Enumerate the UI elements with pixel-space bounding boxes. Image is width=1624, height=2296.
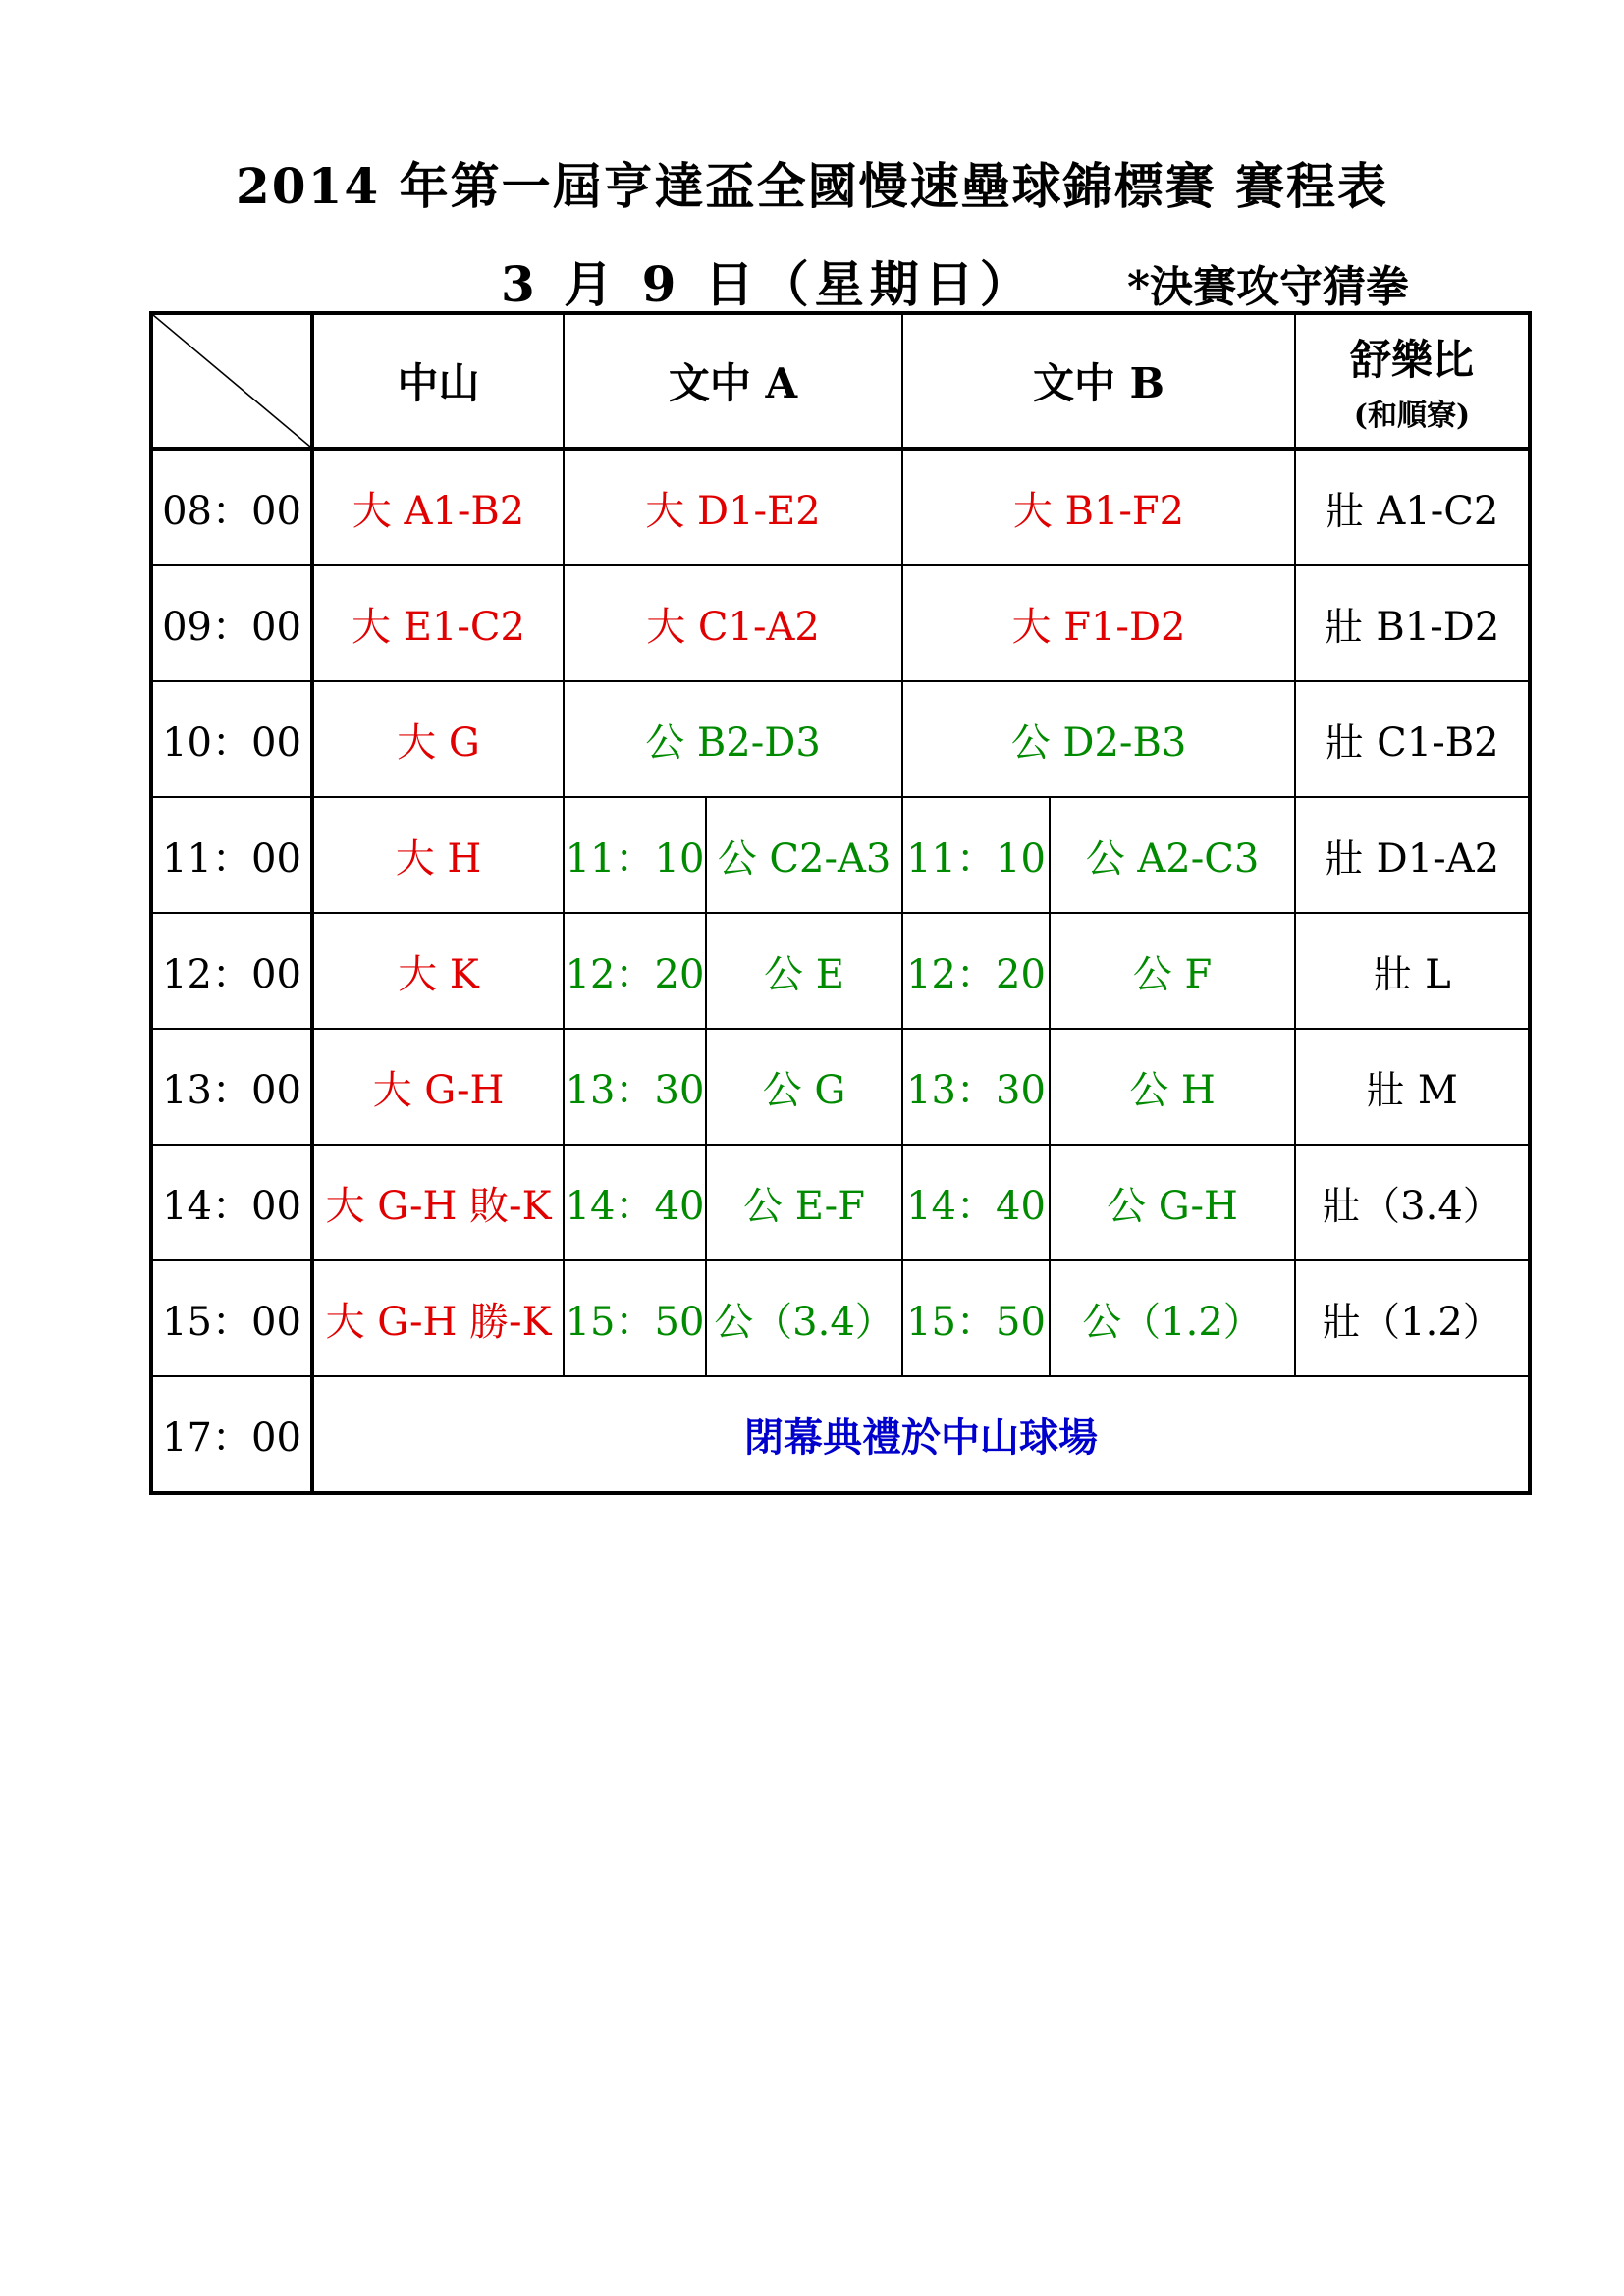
table-row: [151, 1260, 1530, 1376]
game-cell: 公 E-F: [706, 1145, 902, 1260]
table-row: [151, 1145, 1530, 1260]
game-cell: 公 G: [706, 1029, 902, 1145]
start-time-cell: 11：10: [564, 797, 706, 913]
game-cell: 壯 B1-D2: [1295, 565, 1530, 681]
game-cell: 大 F1-D2: [902, 565, 1295, 681]
game-cell: 大 E1-C2: [312, 565, 564, 681]
game-cell: 公 H: [1050, 1029, 1295, 1145]
game-cell: 公 C2-A3: [706, 797, 902, 913]
time-cell: 17：00: [151, 1376, 312, 1493]
game-cell: 壯 D1-A2: [1295, 797, 1530, 913]
table-row: [151, 565, 1530, 681]
game-cell: 公（1.2）: [1050, 1260, 1295, 1376]
time-cell: 12：00: [151, 913, 312, 1029]
time-cell: 13：00: [151, 1029, 312, 1145]
game-cell: 壯 L: [1295, 913, 1530, 1029]
time-cell: 11：00: [151, 797, 312, 913]
game-cell: 大 G-H 敗-K: [312, 1145, 564, 1260]
start-time-cell: 13：30: [564, 1029, 706, 1145]
time-cell: 08：00: [151, 449, 312, 565]
schedule-table: [149, 311, 1532, 1495]
game-cell: 公 A2-C3: [1050, 797, 1295, 913]
table-row: [151, 797, 1530, 913]
game-cell: 大 C1-A2: [564, 565, 902, 681]
time-cell: 14：00: [151, 1145, 312, 1260]
game-cell: 大 H: [312, 797, 564, 913]
start-time-cell: 11：10: [902, 797, 1050, 913]
start-time-cell: 14：40: [902, 1145, 1050, 1260]
game-cell: 公 F: [1050, 913, 1295, 1029]
table-row: [151, 681, 1530, 797]
game-cell: 大 G-H 勝-K: [312, 1260, 564, 1376]
game-cell: 壯（1.2）: [1295, 1260, 1530, 1376]
table-row: [151, 449, 1530, 565]
start-time-cell: 12：20: [902, 913, 1050, 1029]
header-wenzhong-b: 文中 B: [902, 313, 1295, 449]
date-subtitle: 3 月 9 日（星期日）: [501, 255, 1035, 313]
game-cell: 公 E: [706, 913, 902, 1029]
table-row: [151, 1029, 1530, 1145]
table-row: [151, 1376, 1530, 1493]
start-time-cell: 13：30: [902, 1029, 1050, 1145]
game-cell: 公 D2-B3: [902, 681, 1295, 797]
start-time-cell: 14：40: [564, 1145, 706, 1260]
start-time-cell: 15：50: [564, 1260, 706, 1376]
header-row: [151, 313, 1530, 449]
closing-ceremony-cell: 閉幕典禮於中山球場: [312, 1376, 1530, 1493]
time-cell: 09：00: [151, 565, 312, 681]
header-shulebi: [1295, 313, 1530, 449]
game-cell: 大 D1-E2: [564, 449, 902, 565]
diagonal-line-icon: [153, 315, 310, 447]
start-time-cell: 15：50: [902, 1260, 1050, 1376]
game-cell: 大 A1-B2: [312, 449, 564, 565]
game-cell: 大 G: [312, 681, 564, 797]
time-cell: 15：00: [151, 1260, 312, 1376]
page-title: 2014 年第一屆亨達盃全國慢速壘球錦標賽 賽程表: [236, 157, 1388, 215]
game-cell: 壯 A1-C2: [1295, 449, 1530, 565]
header-wenzhong-a: 文中 A: [564, 313, 902, 449]
header-shulebi-sub: (和順寮): [1353, 399, 1471, 433]
game-cell: 壯（3.4）: [1295, 1145, 1530, 1260]
game-cell: 公 G-H: [1050, 1145, 1295, 1260]
corner-diagonal-cell: [151, 313, 312, 449]
game-cell: 大 B1-F2: [902, 449, 1295, 565]
table-row: [151, 913, 1530, 1029]
start-time-cell: 12：20: [564, 913, 706, 1029]
game-cell: 大 K: [312, 913, 564, 1029]
time-cell: 10：00: [151, 681, 312, 797]
game-cell: 壯 M: [1295, 1029, 1530, 1145]
game-cell: 壯 C1-B2: [1295, 681, 1530, 797]
game-cell: 大 G-H: [312, 1029, 564, 1145]
header-shulebi-main: 舒樂比: [1349, 336, 1474, 384]
final-note: *決賽攻守猜拳: [1127, 262, 1410, 312]
game-cell: 公 B2-D3: [564, 681, 902, 797]
game-cell: 公（3.4）: [706, 1260, 902, 1376]
header-zhongshan: 中山: [312, 313, 564, 449]
